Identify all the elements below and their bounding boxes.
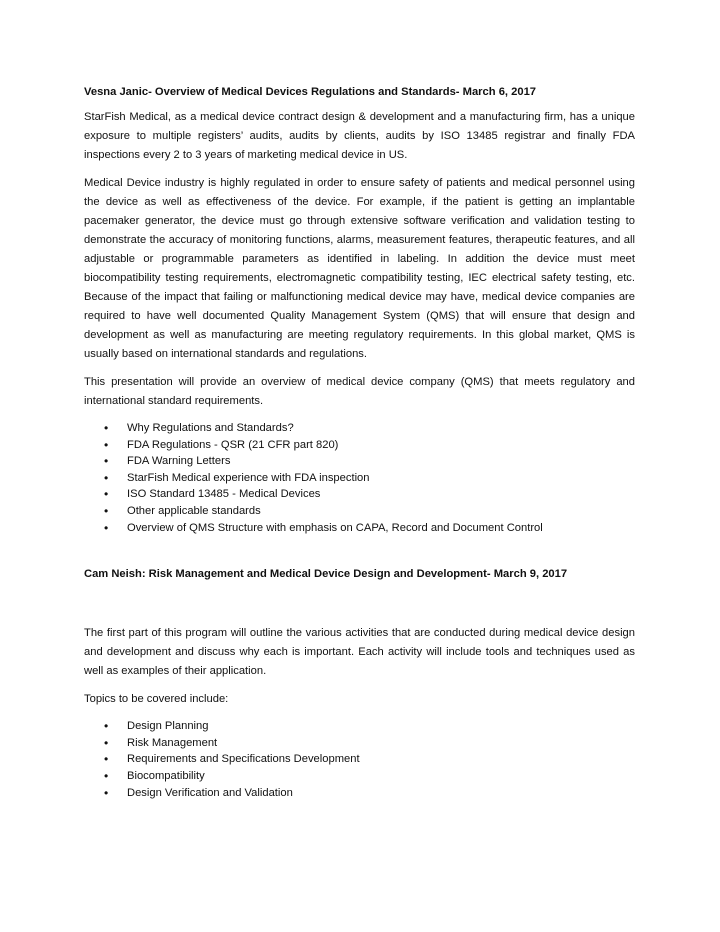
bullet-icon: • — [104, 487, 109, 502]
section1-bullet-list — [84, 420, 635, 536]
bullet-icon: • — [104, 470, 109, 485]
bullet-icon: • — [104, 752, 109, 767]
section1-paragraph-1: StarFish Medical, as a medical device contract design & development and a manufacturing firm, has a unique exposure to multiple registers’ audits, audits by clients, audits by ISO 13485 registrar and finally FDA inspections every 2 to 3 years of marketing medical device in US. — [84, 111, 635, 161]
document-page — [84, 83, 635, 811]
bullet-icon: • — [104, 719, 109, 734]
list-item: • Design Verification and Validation — [104, 785, 293, 800]
section2-heading: Cam Neish: Risk Management and Medical Device Design and Development- March 9, 2017 — [84, 568, 568, 581]
bullet-icon: • — [104, 735, 109, 750]
list-item: • FDA Regulations - QSR (21 CFR part 820) — [104, 437, 339, 452]
section1-speaker: Vesna Janic — [84, 86, 149, 98]
bullet-icon: • — [104, 503, 109, 518]
section1-title: - Overview of Medical Devices Regulations and Standards- March 6, 2017 — [148, 86, 537, 98]
section2-paragraph-1: The first part of this program will outline the various activities that are conducted during medical device design and development and discuss why each is important. Each activity will include tools and techniques used as well as examples of their application. — [84, 627, 635, 678]
list-item: • ISO Standard 13485 - Medical Devices — [104, 487, 321, 502]
section2-paragraph-2: Topics to be covered include: — [84, 693, 229, 706]
bullet-icon: • — [104, 421, 109, 435]
section-spacer — [84, 590, 635, 624]
list-item: • StarFish Medical experience with FDA inspection — [104, 470, 370, 485]
section2-bullet-list — [84, 718, 635, 801]
list-item: • Design Planning — [104, 719, 209, 734]
list-item: • Biocompatibility — [104, 768, 205, 783]
section-spacer — [84, 546, 635, 565]
section1-paragraph-2: Medical Device industry is highly regulated in order to ensure safety of patients and medical personnel using the device as well as effectiveness of the device. For example, if the patient is getting an implantable pacemaker generator, the device must go through extensive software verification and validation testing to demonstrate the accuracy of monitoring functions, alarms, measurement features, therapeutic features, and all adjustable or programmable parameters as identified in labeling. In addition the device must meet biocompatibility testing requirements, electromagnetic compatibility testing, IEC electrical safety testing, etc. Because of the impact that failing or malfunctioning medical device may have, medical device companies are required to have well documented Quality Management System (QMS) that will ensure that design and development as well as manufacturing are meeting regulatory requirements. In this global market, QMS is usually based on international standards and regulations. — [84, 177, 635, 360]
section1-paragraph-3: This presentation will provide an overview of medical device company (QMS) that meets regulatory and international standard requirements. — [84, 376, 635, 407]
list-item: • Risk Management — [104, 735, 218, 750]
bullet-icon: • — [104, 454, 109, 469]
list-item: • Why Regulations and Standards? — [104, 421, 294, 435]
list-item: • Other applicable standards — [104, 503, 261, 518]
bullet-icon: • — [104, 785, 109, 800]
section1-heading — [84, 83, 635, 102]
bullet-icon: • — [104, 768, 109, 783]
list-item: • Requirements and Specifications Development — [104, 752, 360, 767]
list-item: • Overview of QMS Structure with emphasis on CAPA, Record and Document Control — [104, 520, 543, 535]
bullet-icon: • — [104, 520, 109, 535]
bullet-icon: • — [104, 437, 109, 452]
list-item: • FDA Warning Letters — [104, 454, 231, 469]
